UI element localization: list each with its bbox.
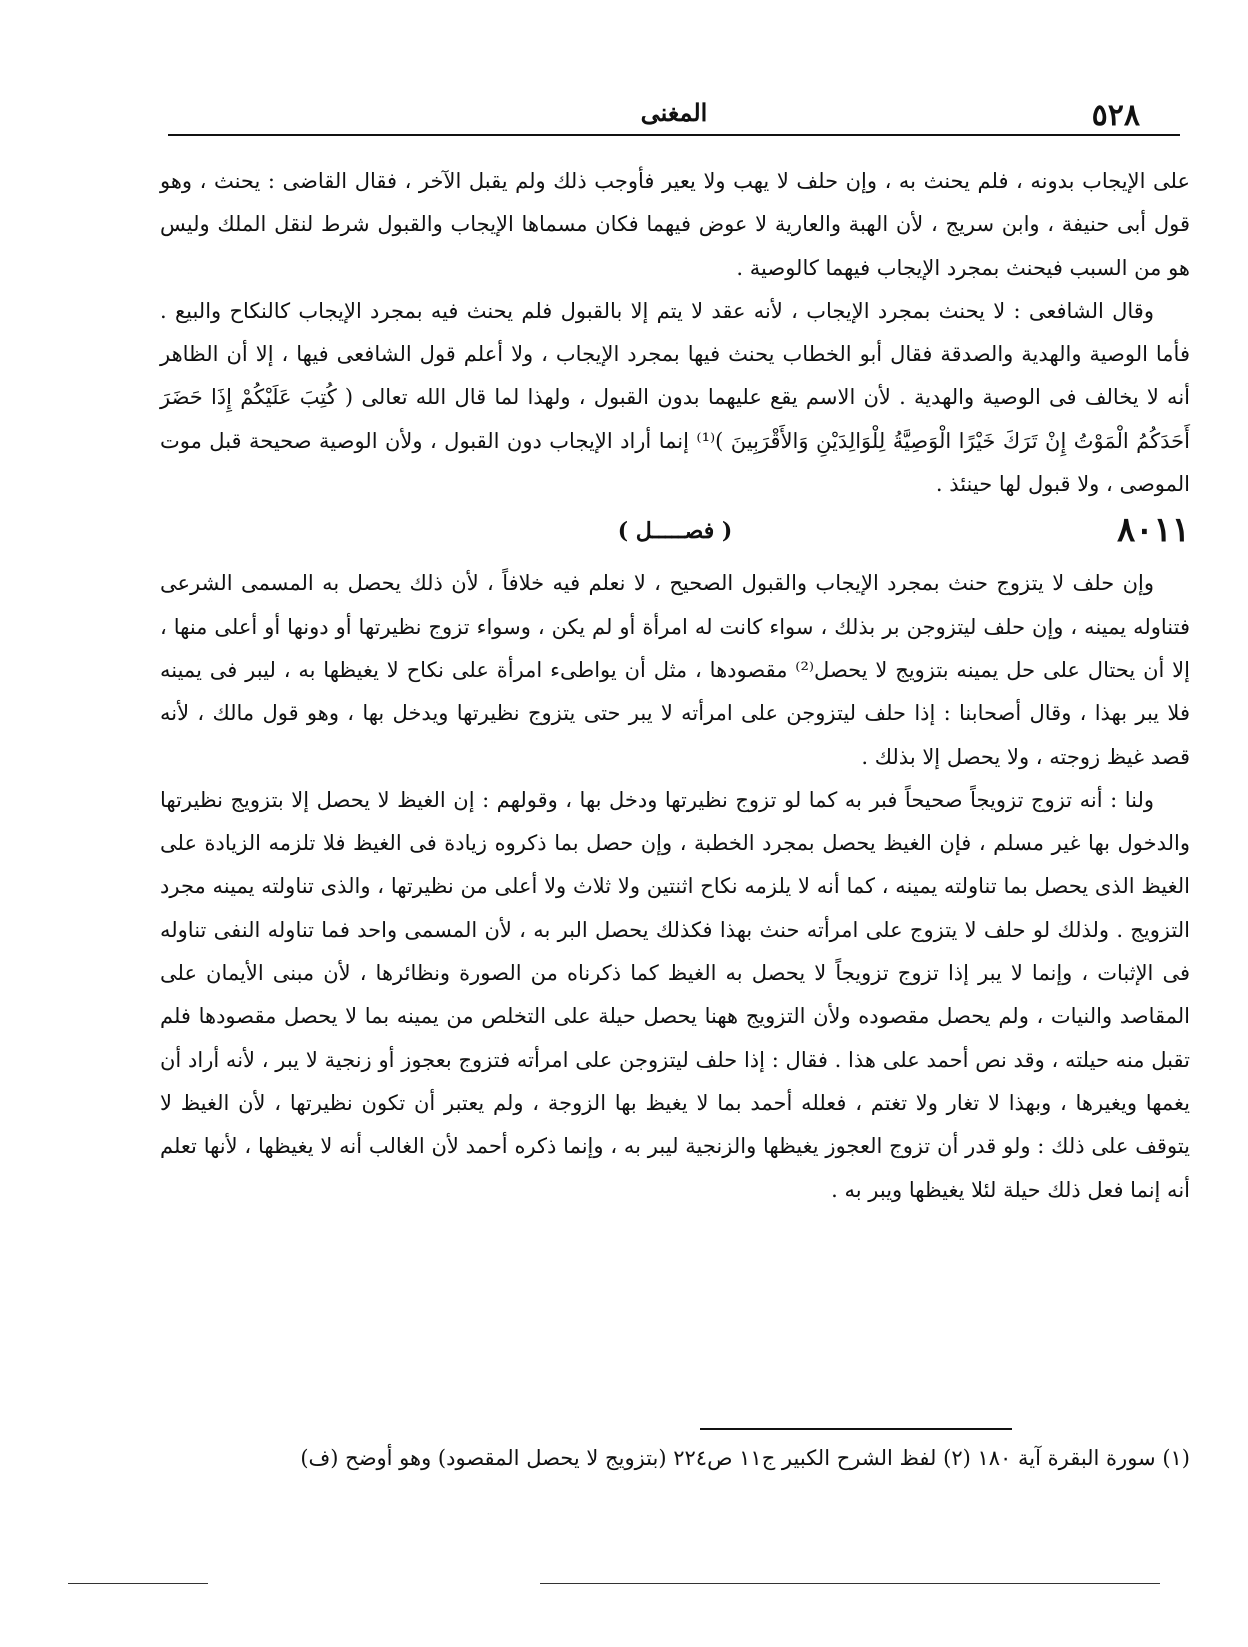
paragraph: وإن حلف لا يتزوج حنث بمجرد الإيجاب والقبول الصحيح ، لا نعلم فيه خلافاً ، لأن ذلك يحصل به المسمى الشرعى فتناوله يمينه ، وإن حلف ليتزوجن بر بذلك ، سواء كانت له امرأة أو لم يكن ، وسواء تزوج نظيرتها أو دونها أو أعلى منها ، إلا أن يحتال على حل يمينه بتزويج لا يحصل⁽²⁾ مقصودها ، مثل أن يواطىء امرأة على نكاح لا يغيظها به ، ليبر فى يمينه فلا يبر بهذا ، وقال أصحابنا : إذا حلف ليتزوجن على امرأته لا يبر حتى يتزوج نظيرتها ويدخل بها ، وهو قول مالك ، لأنه قصد غيظ زوجته ، ولا يحصل إلا بذلك . (160, 571, 1190, 769)
paragraph (160, 290, 1190, 506)
header-rule (168, 134, 1180, 136)
page-header (168, 92, 1180, 132)
footnote-rule (700, 1428, 1012, 1430)
running-title: المغنى (640, 98, 708, 127)
section-number: ٨٠١١ (1116, 510, 1190, 551)
paragraph-text: إنما أراد الإيجاب دون القبول ، ولأن الوصية صحيحة قبل موت الموصى ، ولا قبول لها حينئذ . (160, 428, 1190, 497)
paragraph: على الإيجاب بدونه ، فلم يحنث به ، وإن حلف لا يهب ولا يعير فأوجب ذلك ولم يقبل الآخر ، فقال القاضى : يحنث ، وهو قول أبى حنيفة ، وابن سريج ، لأن الهبة والعارية لا عوض فيهما فكان مسماها الإيجاب والقبول شرط لنقل الملك وليس هو من السبب فيحنث بمجرد الإيجاب فيهما كالوصية . (160, 169, 1190, 280)
paragraph-text: وقال الشافعى : لا يحنث بمجرد الإيجاب ، لأنه عقد لا يتم إلا بالقبول فلم يحنث فيه بمجرد الإيجاب كالنكاح والبيع . فأما الوصية والهدية والصدقة فقال أبو الخطاب يحنث فيها بمجرد الإيجاب ، ولا أعلم قول الشافعى فيها ، إلا أن الظاهر أنه لا يخالف فى الوصية والهدية . لأن الاسم يقع عليهما بدون القبول ، ولهذا لما قال الله تعالى (160, 298, 1190, 410)
bottom-rule (540, 1583, 1160, 1584)
page-number: ٥٢٨ (1091, 98, 1140, 133)
section-heading-row (160, 510, 1190, 558)
footnotes: (١) سورة البقرة آية ١٨٠ (٢) لفظ الشرح الكبير ج١١ ص٢٢٤ (بتزويج لا يحصل المقصود) وهو أوضح (ف) (300, 1446, 1190, 1470)
section-heading: ( فصـــــل ) (617, 518, 733, 545)
paragraph: ولنا : أنه تزوج تزويجاً صحيحاً فبر به كما لو تزوج نظيرتها ودخل بها ، وقولهم : إن الغيظ لا يحصل إلا بتزويج نظيرتها والدخول بها غير مسلم ، فإن الغيظ يحصل بمجرد الخطبة ، وإن حصل بما ذكروه زيادة فى الغيظ فلا تلزمه الزيادة على الغيظ الذى يحصل بما تناولته يمينه ، كما أنه لا يلزمه نكاح اثنتين ولا ثلاث ولا أعلى من نظيرتها ، والذى تناولته يمينه مجرد التزويج . ولذلك لو حلف لا يتزوج على امرأته حنث بهذا فكذلك يحصل البر به ، لأن المسمى واحد فما تناوله النفى تناوله فى الإثبات ، وإنما لا يبر إذا تزوج تزويجاً لا يحصل به الغيظ كما ذكرناه من الصورة ونظائرها ، لأن مبنى الأيمان على المقاصد والنيات ، ولم يحصل مقصوده ولأن التزويج ههنا يحصل حيلة على التخلص من يمينه بما لا يحصل مقصودها فلم تقبل منه حيلته ، وقد نص أحمد على هذا . فقال : إذا حلف ليتزوجن على امرأته فتزوج بعجوز أو زنجية لا يبر ، لأنه أراد أن يغمها ويغيرها ، وبهذا لا تغار ولا تغتم ، فعلله أحمد بما لا يغيظ بها الزوجة ، ولم يعتبر أن تكون نظيرتها ، لأن الغيظ لا يتوقف على ذلك : ولو قدر أن تزوج العجوز يغيظها والزنجية ليبر به ، وإنما ذكره أحمد لأن الغالب أنه لا يغيظها ، لأنها تعلم أنه إنما فعل ذلك حيلة لئلا يغيظها ويبر به . (160, 787, 1191, 1202)
quran-quote: ( كُتِبَ عَلَيْكُمْ إِذَا حَضَرَ أَحَدَكُمُ الْمَوْتُ إِنْ تَرَكَ خَيْرًا الْوَصِيَّةُ لِلْوَالِدَيْنِ وَالأَقْرَبِينَ )⁽¹⁾ (160, 385, 1190, 453)
body-text (160, 160, 1190, 1212)
bottom-rule (68, 1583, 208, 1584)
